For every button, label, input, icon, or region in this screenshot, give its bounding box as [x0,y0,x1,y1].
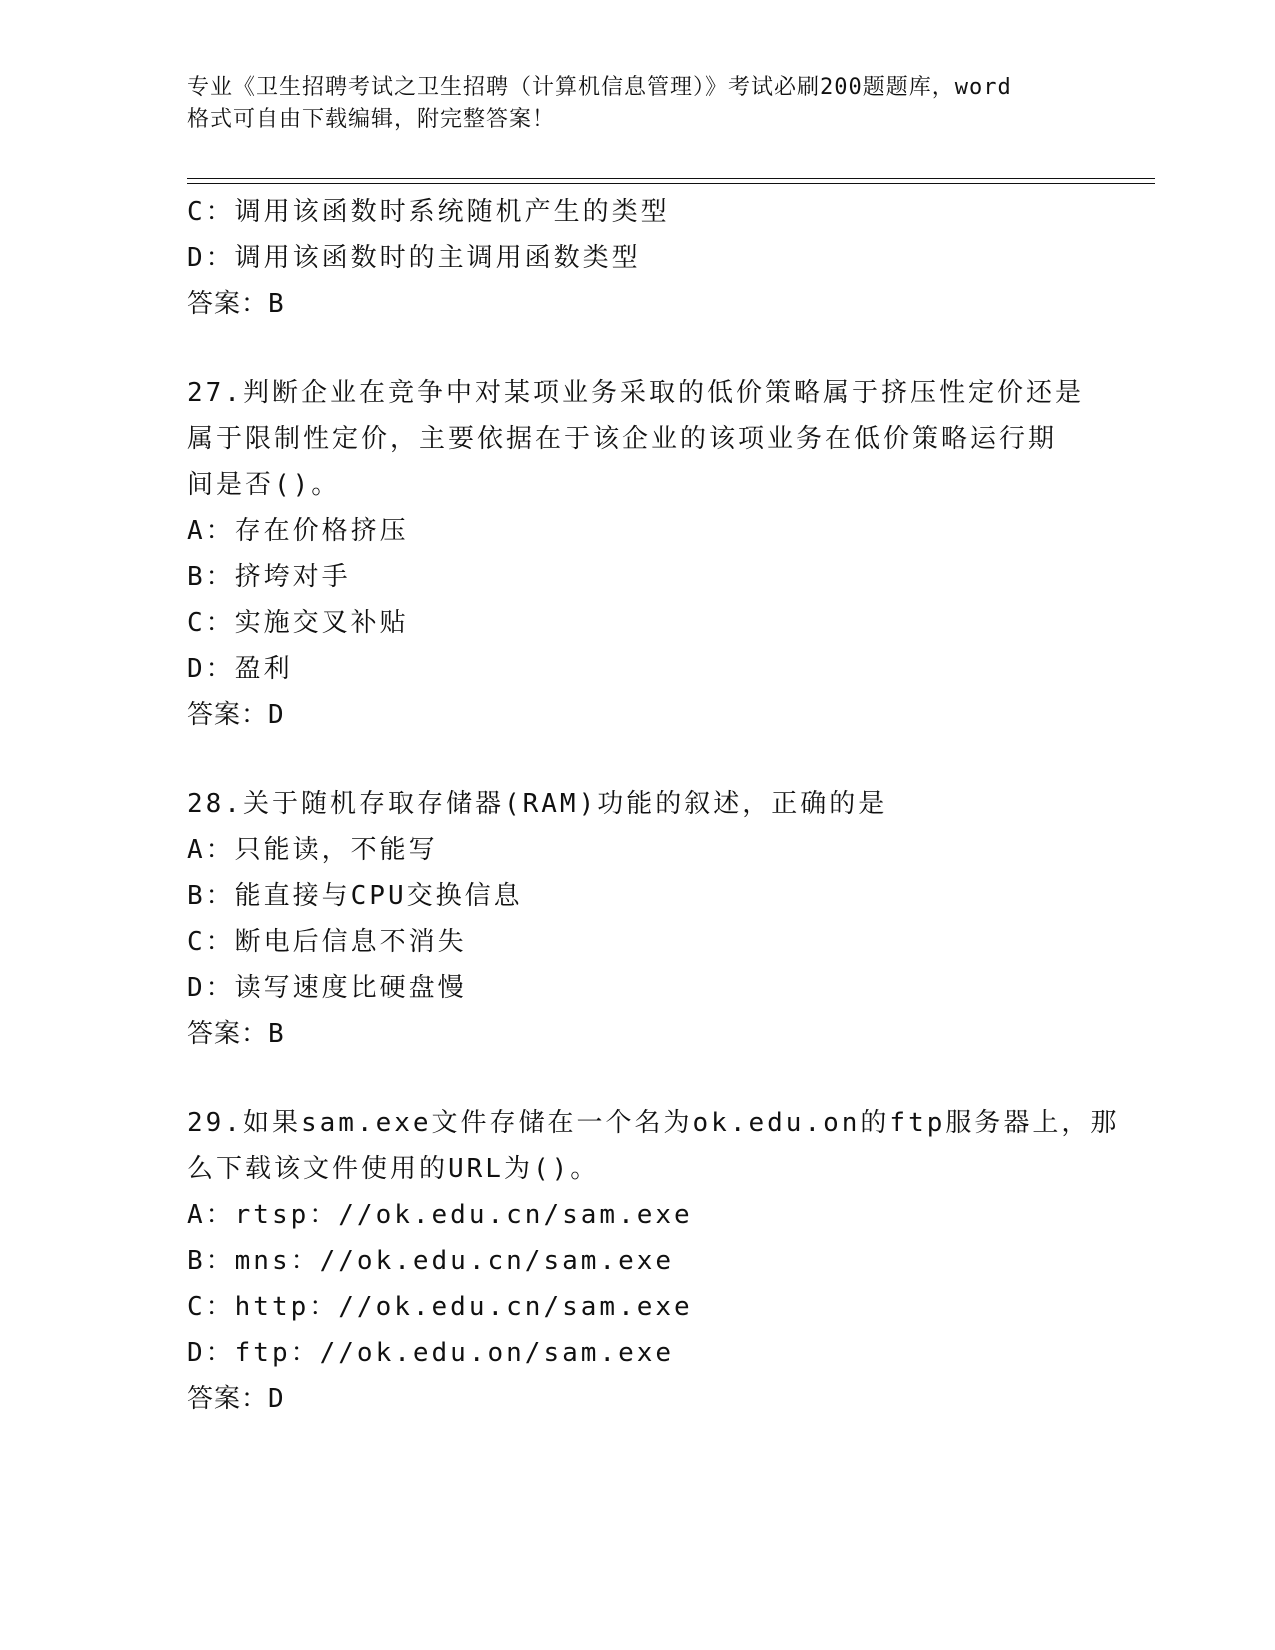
header-line-1: 专业《卫生招聘考试之卫生招聘（计算机信息管理）》考试必刷200题题库，word [187,75,1012,100]
question-29 [187,1100,1120,1422]
option-d: D：ftp：//ok.edu.on/sam.exe [187,1338,675,1368]
question-content [187,189,1120,1422]
answer-line: 答案：B [187,1019,285,1049]
prev-question [187,189,1107,327]
question-text-line: 属于限制性定价，主要依据在于该企业的该项业务在低价策略运行期 [187,424,1058,454]
header-line-2: 格式可自由下载编辑，附完整答案！ [187,107,556,132]
option-c: C：调用该函数时系统随机产生的类型 [187,197,670,227]
question-28 [187,781,1107,1057]
question-text-line: 27.判断企业在竞争中对某项业务采取的低价策略属于挤压性定价还是 [187,378,1084,408]
header-rule-bottom [187,183,1155,184]
question-27 [187,370,1107,738]
answer-line: 答案：D [187,1384,285,1414]
question-text-line: 29.如果sam.exe文件存储在一个名为ok.edu.on的ftp服务器上，那 [187,1108,1120,1138]
option-b: B：能直接与CPU交换信息 [187,881,523,911]
option-c: C：实施交叉补贴 [187,608,409,638]
option-d: D：调用该函数时的主调用函数类型 [187,243,641,273]
option-b: B：挤垮对手 [187,562,351,592]
question-text-line: 间是否()。 [187,470,341,500]
option-a: A：存在价格挤压 [187,516,409,546]
option-b: B：mns：//ok.edu.cn/sam.exe [187,1246,675,1276]
option-c: C：断电后信息不消失 [187,927,467,957]
header-rule-top [187,178,1155,179]
option-a: A：rtsp：//ok.edu.cn/sam.exe [187,1200,693,1230]
question-text-line: 28.关于随机存取存储器(RAM)功能的叙述，正确的是 [187,789,888,819]
answer-line: 答案：B [187,289,285,319]
document-header [187,72,1097,136]
option-d: D：盈利 [187,654,293,684]
question-text-line: 么下载该文件使用的URL为()。 [187,1154,600,1184]
option-c: C：http：//ok.edu.cn/sam.exe [187,1292,693,1322]
option-d: D：读写速度比硬盘慢 [187,973,467,1003]
option-a: A：只能读，不能写 [187,835,438,865]
answer-line: 答案：D [187,700,285,730]
